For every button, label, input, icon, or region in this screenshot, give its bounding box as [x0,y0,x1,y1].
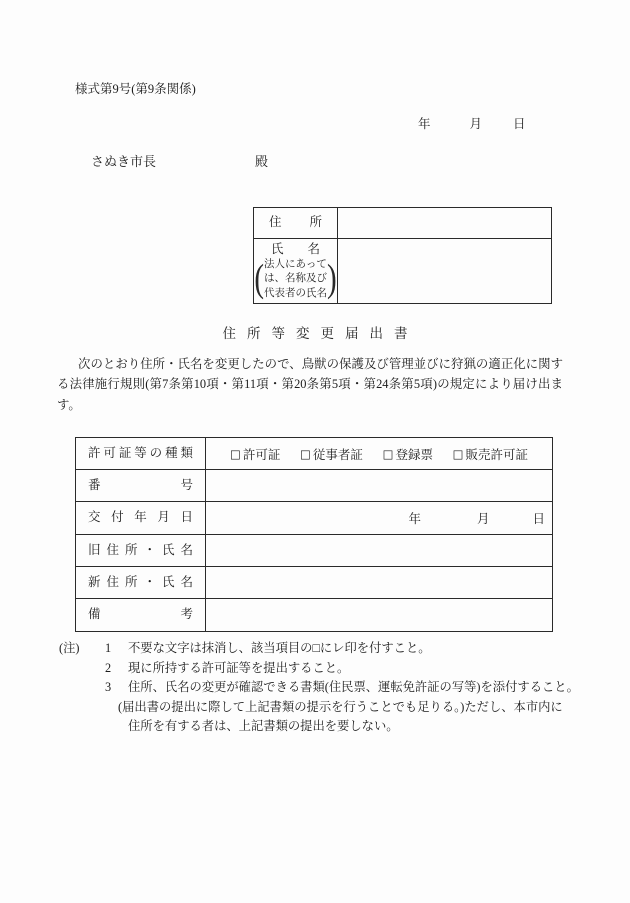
date-year-label: 年 [418,117,431,131]
addressee-line [91,151,268,170]
checkbox-option-sales-permit[interactable] [453,445,528,463]
corporate-note-lines [264,258,327,302]
date-month-label: 月 [469,117,483,131]
addressee-honorific: 殿 [255,154,269,169]
note-text [128,639,583,659]
name-label-block [254,239,338,303]
notes-prefix: (注) [59,641,80,655]
new-address-label: 新住所・氏名 [76,567,206,598]
permit-type-options [206,438,552,469]
right-bracket-icon: ) [327,257,337,301]
note-line: 現に所持する許可証等を提出すること。 [128,660,350,675]
checkbox-label: 登録票 [395,447,433,462]
name-label: 氏名 [271,242,320,256]
permit-table [75,437,553,632]
new-address-row [76,567,552,599]
issue-date-row [76,502,552,534]
old-address-value-cell[interactable] [206,535,552,566]
note-number: 3 [105,680,112,695]
address-value-cell[interactable] [338,208,551,238]
permit-type-label: 許可証等の種類 [76,438,206,469]
address-label: 住所 [254,208,338,238]
form-number: 様式第9号(第9条関係) [75,82,196,96]
addressee-name: さぬき市長 [91,154,157,169]
left-bracket-icon: ( [254,257,264,301]
checkbox-label: 従事者証 [312,447,363,462]
note-line: 住所を有する者は、上記書類の提出を要しない。 [128,719,399,734]
identity-address-row [254,208,551,239]
note-number: 1 [105,641,112,655]
identity-box [253,207,552,304]
notes-section [59,639,583,737]
issue-day-label: 日 [532,511,545,526]
corporate-note-line: 法人にあって [264,258,327,270]
date-day-label: 日 [513,117,526,131]
remarks-label: 備考 [76,599,206,631]
issue-month-label: 月 [476,511,490,526]
issue-date-value-cell[interactable] [206,502,552,533]
corporate-note-line: は、名称及び [264,273,327,285]
checkbox-icon: □ [300,446,311,461]
note-item-2 [105,659,583,679]
remarks-value-cell[interactable] [206,599,552,631]
note-line: 住所、氏名の変更が確認できる書類(住民票、運転免許証の写等)を添付すること。 [128,680,579,695]
old-address-row [76,535,552,567]
note-number: 2 [105,660,112,675]
note-item-1 [105,639,583,659]
corporate-note-line: 代表者の氏名 [264,287,327,299]
note-line: 不要な文字は抹消し、該当項目の□にレ印を付すこと。 [128,641,431,655]
permit-type-row [76,438,552,470]
name-value-cell[interactable] [338,239,551,303]
checkbox-option-worker-cert[interactable] [300,445,363,463]
old-address-label: 旧住所・氏名 [76,535,206,566]
permit-number-value-cell[interactable] [206,470,552,501]
note-text [128,659,583,679]
remarks-row [76,599,552,631]
identity-name-row [254,239,551,303]
document-title: 住所等変更届出書 [222,326,419,341]
permit-number-row [76,470,552,502]
date-line [418,114,526,132]
note-line: (届出書の提出に際して上記書類の提示を行うことでも足りる。)ただし、本市内に [118,699,563,714]
checkbox-option-registration[interactable] [383,445,433,463]
checkbox-option-permit[interactable] [230,445,280,463]
checkbox-icon: □ [230,446,241,461]
corporate-name-note [254,257,337,302]
checkbox-label: 許可証 [242,447,281,462]
checkbox-label: 販売許可証 [465,447,528,462]
checkbox-icon: □ [452,446,464,461]
body-paragraph: 次のとおり住所・氏名を変更したので、鳥獣の保護及び管理並びに狩猟の適正化に関する法律施行規則(第7条第10項・第11項・第20条第5項・第24条第5項)の規定により届け出ます。 [57,357,563,412]
issue-year-label: 年 [408,511,421,526]
note-item-3 [105,678,583,737]
issue-date-label: 交付年月日 [76,502,206,533]
checkbox-icon: □ [382,446,394,461]
permit-number-label: 番号 [76,470,206,501]
notes-items [105,639,583,737]
new-address-value-cell[interactable] [206,567,552,598]
note-text [118,678,583,737]
